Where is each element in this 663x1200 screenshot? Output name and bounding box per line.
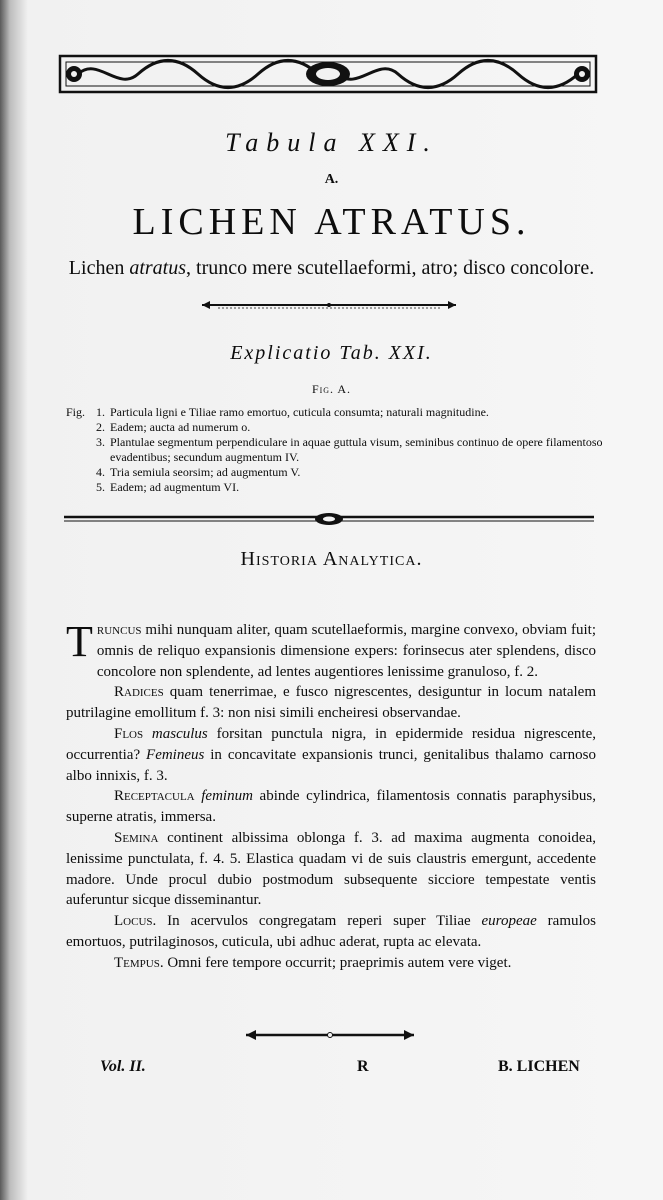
figure-caption: Tria semiula seorsim; ad augmentum V. bbox=[110, 465, 301, 479]
signature-mark: R bbox=[357, 1058, 369, 1075]
paragraph-text: abinde cylindrica, filamentosis connatis paraphysibus, superne atratis, immersa. bbox=[66, 788, 596, 826]
volume-number: Vol. II. bbox=[100, 1058, 146, 1075]
lead-word: Semina bbox=[114, 829, 159, 846]
figure-heading-text: Fig. A. bbox=[311, 382, 352, 396]
lead-word: Receptacula bbox=[114, 788, 195, 805]
figure-caption: Plantulae segmentum perpendiculare in aquae guttula visum, seminibus continuo de opere filamentoso evadentibus; secundum augmentum IV. bbox=[110, 435, 603, 464]
body-text bbox=[66, 617, 596, 974]
figure-list bbox=[66, 405, 606, 495]
subtitle-rest: , trunco mere scutellaeformi, atro; disco concolore. bbox=[186, 257, 595, 279]
lead-word: Locus. bbox=[114, 913, 157, 930]
lead-word: runcus bbox=[96, 622, 142, 638]
italic-term: Femineus bbox=[140, 746, 205, 763]
figure-heading bbox=[0, 382, 663, 397]
species-description bbox=[0, 257, 663, 280]
figure-number: 4. bbox=[96, 465, 105, 479]
drop-cap: T bbox=[66, 617, 93, 666]
figure-number: 2. bbox=[96, 420, 105, 434]
paragraph-text: forsitan punctula nigra, in epidermide residua nigrescente, occurrentia? bbox=[66, 725, 596, 763]
species-title: LICHEN ATRATUS. bbox=[132, 201, 531, 243]
paragraph-text: In acervulos congregatam reperi super Tiliae bbox=[156, 913, 471, 930]
subtitle-species: atratus bbox=[129, 257, 187, 279]
paragraph-flos bbox=[66, 724, 596, 786]
lead-word: Tempus. bbox=[114, 954, 164, 971]
figure-number: 1. bbox=[96, 405, 105, 419]
explicatio-title: Explicatio Tab. XXI. bbox=[230, 342, 433, 364]
paragraph-locus bbox=[66, 911, 596, 953]
paragraph-tempus bbox=[66, 953, 596, 974]
paragraph-text: quam tenerrimae, e fusco nigrescentes, desiguntur in locum natalem putrilagine emollitum f. 3: non nisi simili encheiresi observandae. bbox=[66, 684, 596, 722]
figure-row-4 bbox=[66, 465, 606, 480]
figure-row-3 bbox=[66, 435, 606, 465]
lead-word: Flos bbox=[114, 725, 144, 742]
italic-term: masculus bbox=[143, 725, 208, 742]
catchword: B. LICHEN bbox=[498, 1058, 580, 1075]
paragraph-text: Omni fere tempore occurrit; praeprimis autem vere viget. bbox=[163, 954, 512, 971]
ornamental-rule-1 bbox=[198, 298, 460, 312]
subtitle-genus: Lichen bbox=[68, 257, 130, 279]
figure-number: 5. bbox=[96, 480, 105, 494]
figure-caption: Particula ligni e Tiliae ramo emortuo, cuticula consumta; naturali magnitudine. bbox=[110, 405, 489, 419]
paragraph-text: ramulos emortuos, putrilaginosos, cuticula, ubi adhuc aderat, rupta ac elevata. bbox=[66, 913, 596, 950]
figure-caption: Eadem; ad augmentum VI. bbox=[110, 480, 240, 494]
figure-number: 3. bbox=[96, 435, 105, 449]
plate-number-title: Tabula XXI. bbox=[225, 128, 438, 157]
paragraph-radices bbox=[66, 682, 596, 724]
historia-title: Historia Analytica. bbox=[240, 548, 423, 570]
lead-word: Radices bbox=[114, 684, 164, 701]
paragraph-text: continent albissima oblonga f. 3. ad maxima augmenta conoidea, lenissime punctulata, f. 4. 5. Elastica quadam vi de suis claustris emergunt, accedente madore. Unde procul dubio postmodum subsequente sicciore tempestate ventis auferuntur sicque disseminantur. bbox=[66, 829, 596, 909]
italic-term: feminum bbox=[194, 788, 253, 805]
plate-letter: A. bbox=[324, 172, 339, 187]
ornamental-rule-3 bbox=[240, 1028, 420, 1042]
figure-row-2 bbox=[66, 420, 606, 435]
paragraph-semina bbox=[66, 828, 596, 911]
figure-caption: Eadem; aucta ad numerum o. bbox=[110, 420, 251, 434]
figure-row-5 bbox=[66, 480, 606, 495]
figure-label: Fig. bbox=[66, 405, 86, 419]
paragraph-text: mihi nunquam aliter, quam scutellaeformis, margine convexo, obviam fuit; omnis de reliquo expansionis dimensione expers: forinsecus ater splendens, disco concolore non splendente, ad lentes augentiores lenissime granuloso, f. 2. bbox=[96, 622, 596, 680]
italic-term: europeae bbox=[470, 913, 537, 930]
ornamental-rule-2 bbox=[64, 511, 594, 527]
figure-row-1 bbox=[66, 405, 606, 420]
paragraph-text: in concavitate expansionis trunci, genitalibus thalamo carnoso albo innixis, f. 3. bbox=[66, 746, 596, 784]
paragraph-truncus bbox=[66, 617, 596, 682]
top-ornament-border bbox=[58, 52, 598, 96]
paragraph-receptacula bbox=[66, 786, 596, 828]
